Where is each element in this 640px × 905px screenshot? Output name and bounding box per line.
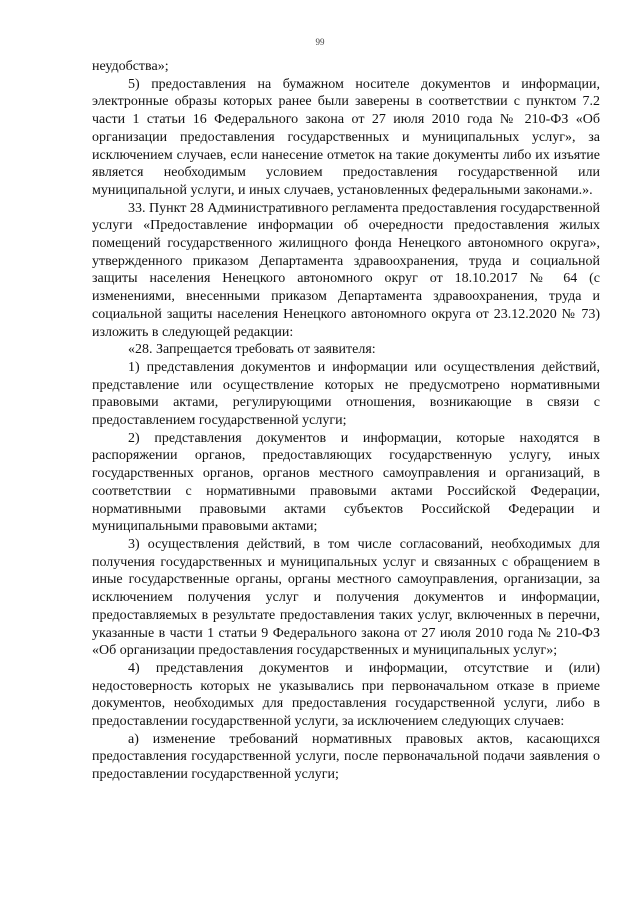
paragraph-continuation: неудобства»; [92,59,169,74]
page-number: 99 [315,37,325,47]
paragraph-item-2: 2) представления документов и информации, которые находятся в распоряжении органов, предоставляющих государственную услугу, иных государственных органов, органов местного самоуправления и организаций, в соответствии с нормативными правовыми актами Российской Федерации, нормативными правовыми актами субъектов Российской Федерации и муниципальными правовыми актами; [92,430,600,535]
paragraph-item-1: 1) представления документов и информации или осуществления действий, представление или осуществление которых не предусмотрено нормативными правовыми актами, регулирующими отношения, возникающие в связи с предоставлением государственной услуги; [92,359,600,429]
document-body [92,58,600,784]
paragraph-item-a: а) изменение требований нормативных правовых актов, касающихся предоставления государственной услуги, после первоначальной подачи заявления о предоставлении государственной услуги; [92,731,600,783]
paragraph-point-28-heading: «28. Запрещается требовать от заявителя: [128,342,376,358]
paragraph-point-33: 33. Пункт 28 Административного регламента предоставления государственной услуги «Предоставление информации об очередности предоставления жилых помещений государственного жилищного фонда Ненецкого автономного округа», утвержденного приказом Департамента здравоохранения, труда и социальной защиты населения Ненецкого автономного округ от 18.10.2017 № 64 (с изменениями, внесенными приказом Департамента здравоохранения, труда и социальной защиты населения Ненецкого автономного округа от 23.12.2020 № 73) изложить в следующей редакции: [92,200,600,340]
paragraph-item-4: 4) представления документов и информации, отсутствие и (или) недостоверность которых не указывались при первоначальном отказе в приеме документов, необходимых для предоставления государственной услуги, либо в предоставлении государственной услуги, за исключением следующих случаев: [92,660,600,730]
paragraph-item-5: 5) предоставления на бумажном носителе документов и информации, электронные образы которых ранее были заверены в соответствии с пунктом 7.2 части 1 статьи 16 Федерального закона от 27 июля 2010 года № 210-ФЗ «Об организации предоставления государственных и муниципальных услуг», за исключением случаев, если нанесение отметок на такие документы либо их изъятие является необходимым условием предоставления государственной или муниципальной услуги, и иных случаев, установленных федеральными законами.». [92,76,600,198]
paragraph-item-3: 3) осуществления действий, в том числе согласований, необходимых для получения государственных и муниципальных услуг и связанных с обращением в иные государственные органы, органы местного самоуправления, организации, за исключением получения услуг и получения документов и информации, предоставляемых в результате предоставления таких услуг, включенных в перечни, указанные в части 1 статьи 9 Федерального закона от 27 июля 2010 года № 210-ФЗ «Об организации предоставления государственных и муниципальных услуг»; [92,536,600,659]
